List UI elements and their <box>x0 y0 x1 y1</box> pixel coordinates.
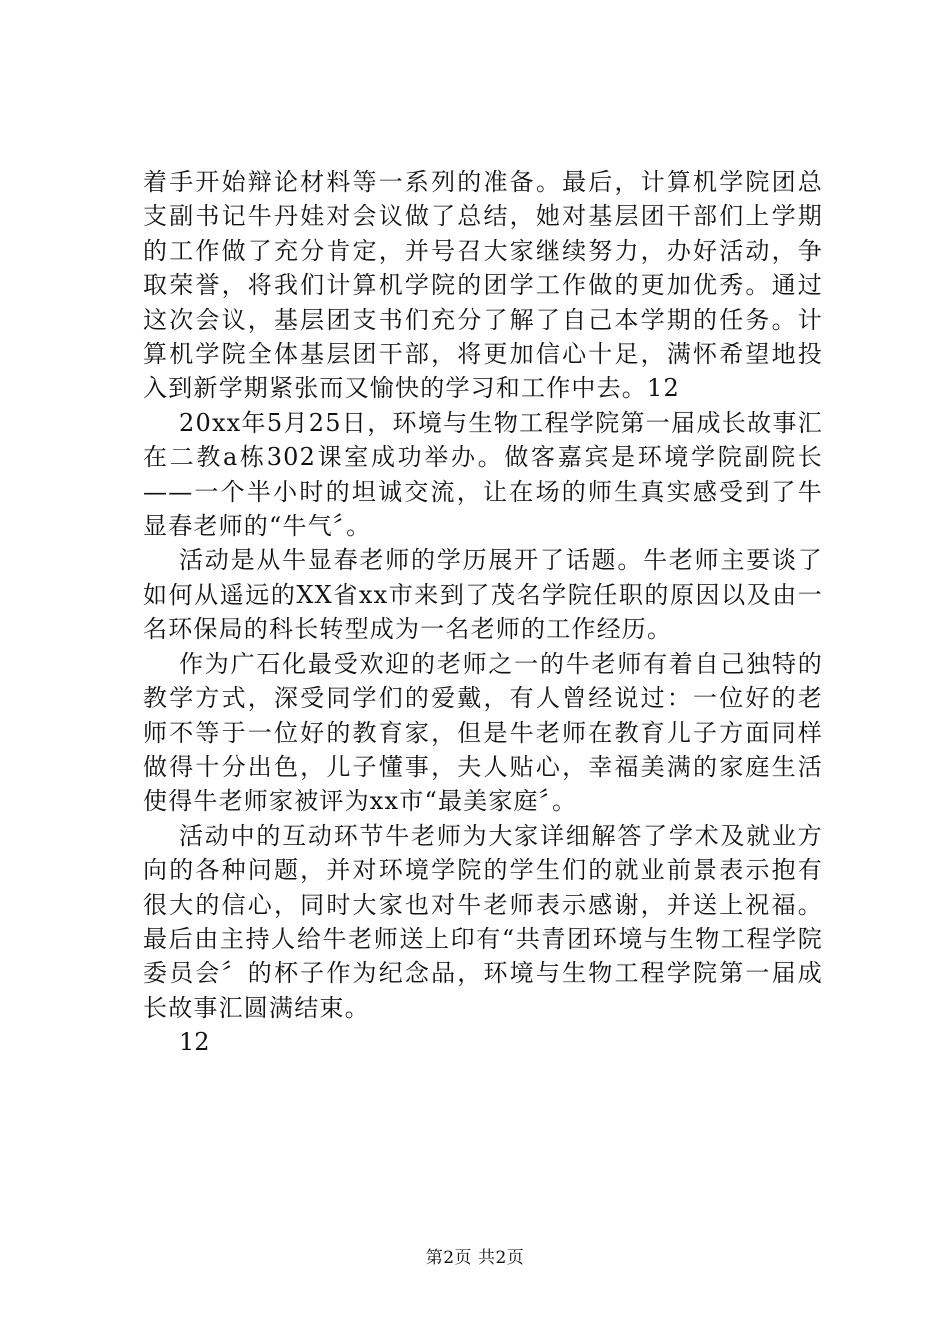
paragraph-3: 活动是从牛显春老师的学历展开了话题。牛老师主要谈了如何从遥远的XX省xx市来到了茂名学院任职的原因以及由一名环保局的科长转型成为一名老师的工作经历。 <box>143 546 823 644</box>
trailing-number: 12 <box>179 1028 210 1057</box>
document-body <box>143 165 823 1060</box>
paragraph-5: 活动中的互动环节牛老师为大家详细解答了学术及就业方向的各种问题，并对环境学院的学生们的就业前景表示抱有很大的信心，同时大家也对牛老师表示感谢，并送上祝福。最后由主持人给牛老师送上印有“共青团环境与生物工程学院委员会〞的杯子作为纪念品，环境与生物工程学院第一届成长故事汇圆满结束。 <box>143 821 823 1022</box>
paragraph-2: 20xx年5月25日，环境与生物工程学院第一届成长故事汇在二教a栋302课室成功举办。做客嘉宾是环境学院副院长——一个半小时的坦诚交流，让在场的师生真实感受到了牛显春老师的“牛气〞。 <box>143 408 823 541</box>
paragraph-4: 作为广石化最受欢迎的老师之一的牛老师有着自己独特的教学方式，深受同学们的爱戴，有人曾经说过：一位好的老师不等于一位好的教育家，但是牛老师在教育儿子方面同样做得十分出色，儿子懂事，夫人贴心，幸福美满的家庭生活使得牛老师家被评为xx市“最美家庭〞。 <box>143 649 823 816</box>
paragraph-1: 着手开始辩论材料等一系列的准备。最后，计算机学院团总支副书记牛丹娃对会议做了总结，她对基层团干部们上学期的工作做了充分肯定，并号召大家继续努力，办好活动，争取荣誉，将我们计算机学院的团学工作做的更加优秀。通过这次会议，基层团支书们充分了解了自己本学期的任务。计算机学院全体基层团干部，将更加信心十足，满怀希望地投入到新学期紧张而又愉快的学习和工作中去。12 <box>143 168 823 403</box>
page-footer: 第2页 共2页 <box>425 1248 525 1268</box>
